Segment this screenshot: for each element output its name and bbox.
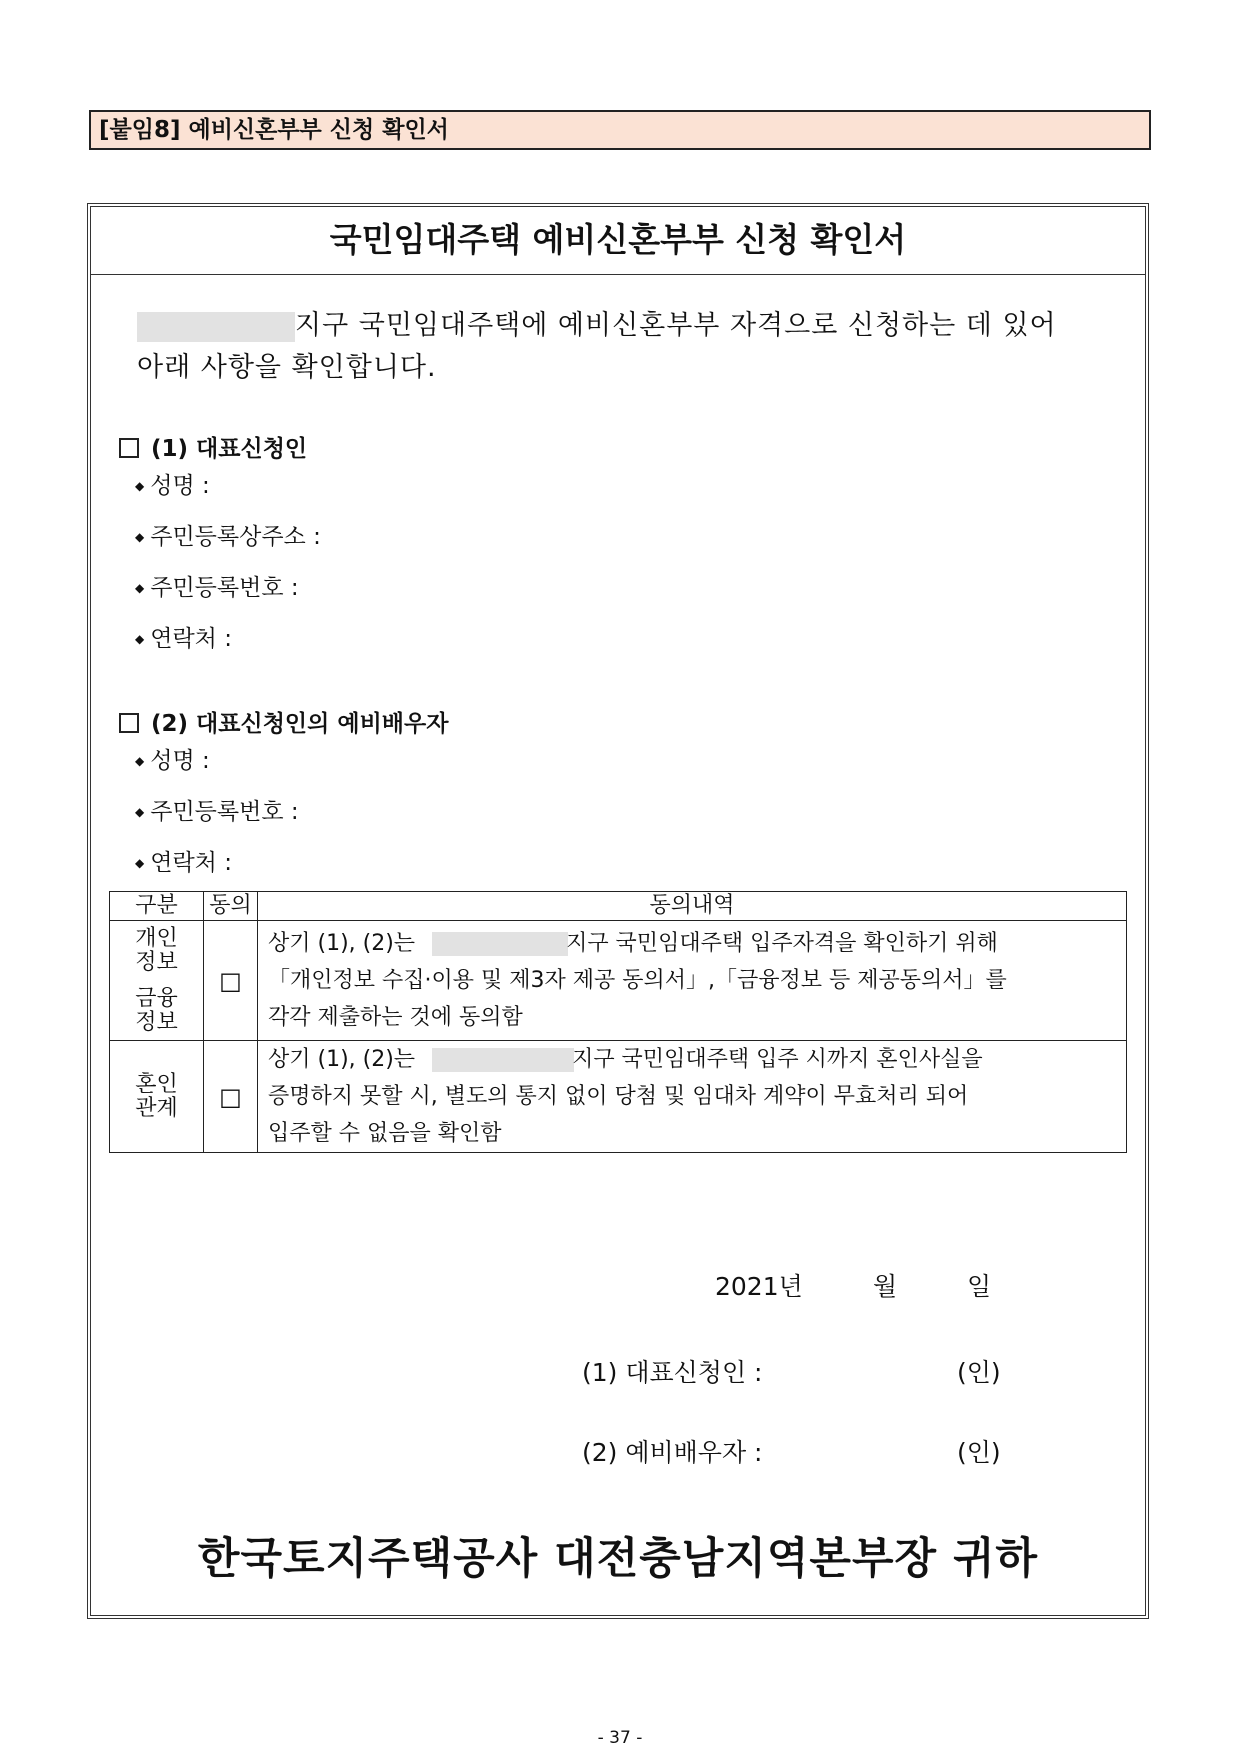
details-line: 증명하지 못할 시, 별도의 통지 없이 당첨 및 임대차 계약이 무효처리 되어 xyxy=(268,1084,969,1109)
agree-checkbox-marriage[interactable]: □ xyxy=(204,1041,258,1153)
diamond-bullet-icon: ◆ xyxy=(135,581,145,595)
form-title: 국민임대주택 예비신혼부부 신청 확인서 xyxy=(91,207,1145,275)
type-marriage: 혼인 관계 xyxy=(110,1041,204,1153)
section2-field-name: ◆ 성명 : xyxy=(135,748,210,774)
section1-field-name: ◆ 성명 : xyxy=(135,473,210,499)
details-line: 각각 제출하는 것에 동의함 xyxy=(268,1005,523,1030)
details-marriage xyxy=(258,1041,1127,1153)
section1-heading-text: (1) 대표신청인 xyxy=(151,436,308,462)
consent-table-header-row xyxy=(110,892,1127,921)
signature-applicant-seal: (인) xyxy=(957,1358,1001,1387)
date-month: 월 xyxy=(873,1272,898,1301)
type-personal-financial: 개인 정보 금융 정보 xyxy=(110,921,204,1041)
header-details: 동의내역 xyxy=(258,892,1127,921)
page-number: - 37 - xyxy=(597,1728,643,1748)
diamond-bullet-icon: ◆ xyxy=(135,805,145,819)
consent-table xyxy=(109,891,1127,1153)
square-icon xyxy=(119,438,139,458)
attachment-label: [붙임8] 예비신혼부부 신청 확인서 xyxy=(89,110,1151,150)
intro-line-1-text: 지구 국민임대주택에 예비신혼부부 자격으로 신청하는 데 있어 xyxy=(295,310,1057,341)
form-frame xyxy=(87,203,1149,1619)
signature-spouse-seal: (인) xyxy=(957,1438,1001,1467)
diamond-bullet-icon: ◆ xyxy=(135,530,145,544)
diamond-bullet-icon: ◆ xyxy=(135,856,145,870)
signature-applicant-label: (1) 대표신청인 : xyxy=(582,1358,763,1387)
section2-field-contact: ◆ 연락처 : xyxy=(135,850,232,876)
consent-row-marriage xyxy=(110,1041,1127,1153)
section1-heading xyxy=(119,430,307,463)
section2-field-id-number: ◆ 주민등록번호 : xyxy=(135,799,299,825)
details-line: 상기 (1), (2)는 지구 국민임대주택 입주 시까지 혼인사실을 xyxy=(268,1047,983,1072)
section1-field-address: ◆ 주민등록상주소 : xyxy=(135,524,321,550)
consent-row-personal-financial xyxy=(110,921,1127,1041)
details-line: 입주할 수 없음을 확인함 xyxy=(268,1121,502,1146)
redacted-district xyxy=(432,1048,574,1072)
details-personal-financial xyxy=(258,921,1127,1041)
signature-spouse-label: (2) 예비배우자 : xyxy=(582,1438,763,1467)
section1-field-id-number: ◆ 주민등록번호 : xyxy=(135,575,299,601)
diamond-bullet-icon: ◆ xyxy=(135,754,145,768)
header-type: 구분 xyxy=(110,892,204,921)
agree-checkbox-personal-financial[interactable]: □ xyxy=(204,921,258,1041)
redacted-district xyxy=(137,312,295,342)
section2-heading xyxy=(119,705,448,738)
date-day: 일 xyxy=(967,1272,992,1301)
details-line: 「개인정보 수집·이용 및 제3자 제공 동의서」,「금융정보 등 제공동의서」를 xyxy=(268,968,1007,993)
intro-line-1 xyxy=(137,305,1057,347)
intro-line-2: 아래 사항을 확인합니다. xyxy=(137,352,437,383)
section2-heading-text: (2) 대표신청인의 예비배우자 xyxy=(151,711,449,737)
diamond-bullet-icon: ◆ xyxy=(135,479,145,493)
square-icon xyxy=(119,713,139,733)
addressee: 한국토지주택공사 대전충남지역본부장 귀하 xyxy=(197,1534,1039,1584)
redacted-district xyxy=(432,932,568,956)
diamond-bullet-icon: ◆ xyxy=(135,632,145,646)
date-year: 2021년 xyxy=(715,1272,803,1301)
header-agree: 동의 xyxy=(204,892,258,921)
section1-field-contact: ◆ 연락처 : xyxy=(135,626,232,652)
details-line: 상기 (1), (2)는 지구 국민임대주택 입주자격을 확인하기 위해 xyxy=(268,931,998,956)
